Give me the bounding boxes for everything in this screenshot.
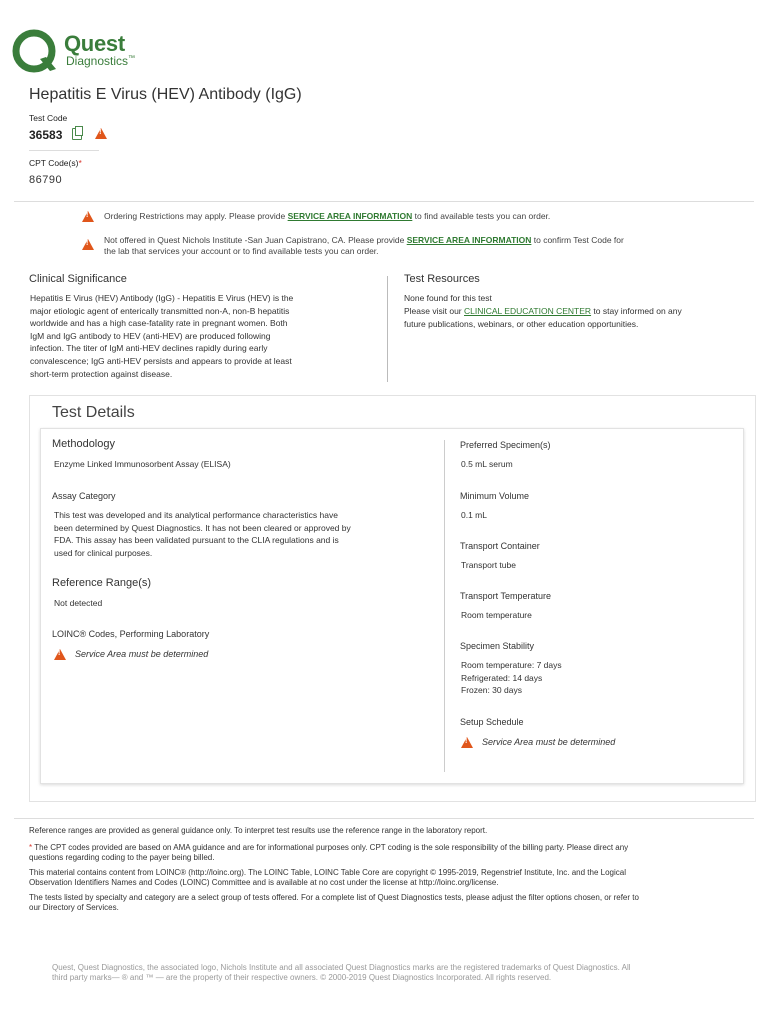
methodology-label: Methodology (52, 438, 115, 450)
copy-icon[interactable] (72, 128, 82, 140)
service-area-link[interactable]: SERVICE AREA INFORMATION (406, 235, 532, 245)
specimen-value: 0.5 mL serum (461, 459, 513, 469)
resources-text: Please visit our CLINICAL EDUCATION CENTER to stay informed on any future publications, webinars, or other education opportunities. (404, 306, 682, 329)
notice-ordering: Ordering Restrictions may apply. Please provide SERVICE AREA INFORMATION to find available tests you can order. (104, 211, 551, 221)
schedule-label: Setup Schedule (460, 717, 524, 727)
test-code-value: 36583 (29, 128, 63, 142)
loinc-label: LOINC® Codes, Performing Laboratory (52, 629, 210, 639)
brand-sub: Diagnostics™ (66, 54, 136, 68)
cpt-label: CPT Code(s)* (29, 158, 82, 168)
brand-name: Quest (64, 31, 125, 56)
schedule-note: Service Area must be determined (482, 737, 616, 747)
details-divider (444, 440, 445, 772)
warning-icon (95, 128, 107, 139)
stability-label: Specimen Stability (460, 641, 535, 651)
container-value: Transport tube (461, 560, 516, 570)
notice-warning-icon (82, 209, 94, 227)
warning-icon (54, 647, 66, 665)
temperature-label: Transport Temperature (460, 591, 552, 601)
notice-not-offered: Not offered in Quest Nichols Institute -San Juan Capistrano, CA. Please provide SERVICE AREA INFORMATION to confirm Test Code for the lab that services your account or to find available tests you can order. (104, 235, 624, 256)
cpt-code: 86790 (29, 174, 63, 186)
notice-warning-icon (82, 237, 94, 255)
min-volume-value: 0.1 mL (461, 510, 487, 520)
footer-reference-note: Reference ranges are provided as general guidance only. To interpret test results use the reference range in the laboratory report. (29, 826, 488, 835)
stability-value: Room temperature: 7 days Refrigerated: 14 days Frozen: 30 days (461, 660, 562, 695)
test-details-card (40, 428, 744, 784)
column-divider (387, 276, 388, 382)
assay-label: Assay Category (52, 491, 116, 501)
temperature-value: Room temperature (461, 610, 532, 620)
methodology-value: Enzyme Linked Immunosorbent Assay (ELISA) (54, 459, 231, 469)
footer-loinc-note: This material contains content from LOINC® (http://loinc.org). The LOINC Table, LOINC Table Core are copyright © 1995-2019, Regenstrief Institute, Inc. and the Logical Observation Identifiers Names and Codes (LOINC) Committee and is available at no cost under the license at http://loinc.org/license. (29, 868, 626, 887)
test-code-label: Test Code (29, 113, 68, 123)
test-details-title: Test Details (52, 404, 135, 421)
assay-value: This test was developed and its analytical performance characteristics have been determined by Quest Diagnostics. It has not been cleared or approved by FDA. This assay has been validated pursuant to the CLIA regulations and is used for clinical purposes. (54, 510, 351, 558)
clinical-text: Hepatitis E Virus (HEV) Antibody (IgG) - Hepatitis E Virus (HEV) is the major etiologic agent of enterically transmitted non-A, non-B hepatitis worldwide and has a high case-fatality rate in pregnant women. Both IgM and IgG antibody to HEV (anti-HEV) are produced following infection. The titer of IgM anti-HEV declines rapidly during early convalescence; IgG anti-HEV persists and appears to provide at least short-term protection against disease. (30, 293, 294, 379)
footer-legal: Quest, Quest Diagnostics, the associated logo, Nichols Institute and all associated Quest Diagnostics marks are the registered trademarks of Quest Diagnostics. All third party marks— ® and ™ — are the property of their respective owners. © 2000-2019 Quest Diagnostics Incorporated. All rights reserved. (52, 963, 631, 982)
clinical-heading: Clinical Significance (29, 273, 127, 285)
footer-tests-note: The tests listed by specialty and category are a select group of tests offered. For a complete list of Quest Diagnostics tests, please adjust the filter options chosen, or refer to our Directory of Services. (29, 893, 639, 912)
service-area-link[interactable]: SERVICE AREA INFORMATION (287, 211, 413, 221)
container-label: Transport Container (460, 541, 540, 551)
reference-value: Not detected (54, 598, 103, 608)
test-code (29, 128, 107, 142)
quest-logo-icon[interactable] (12, 29, 56, 73)
specimen-label: Preferred Specimen(s) (460, 440, 551, 450)
reference-label: Reference Range(s) (52, 577, 152, 589)
footer-cpt-note: * The CPT codes provided are based on AMA guidance and are for informational purposes only. CPT coding is the sole responsibility of the billing party. Please direct any questions regarding coding to the payer being billed. (29, 843, 629, 862)
page-title: Hepatitis E Virus (HEV) Antibody (IgG) (29, 86, 302, 103)
clinical-education-link[interactable]: CLINICAL EDUCATION CENTER (464, 306, 592, 316)
min-volume-label: Minimum Volume (460, 491, 530, 501)
resources-none: None found for this test (404, 293, 492, 303)
loinc-note: Service Area must be determined (75, 649, 209, 659)
resources-heading: Test Resources (404, 273, 480, 285)
warning-icon (461, 735, 473, 753)
